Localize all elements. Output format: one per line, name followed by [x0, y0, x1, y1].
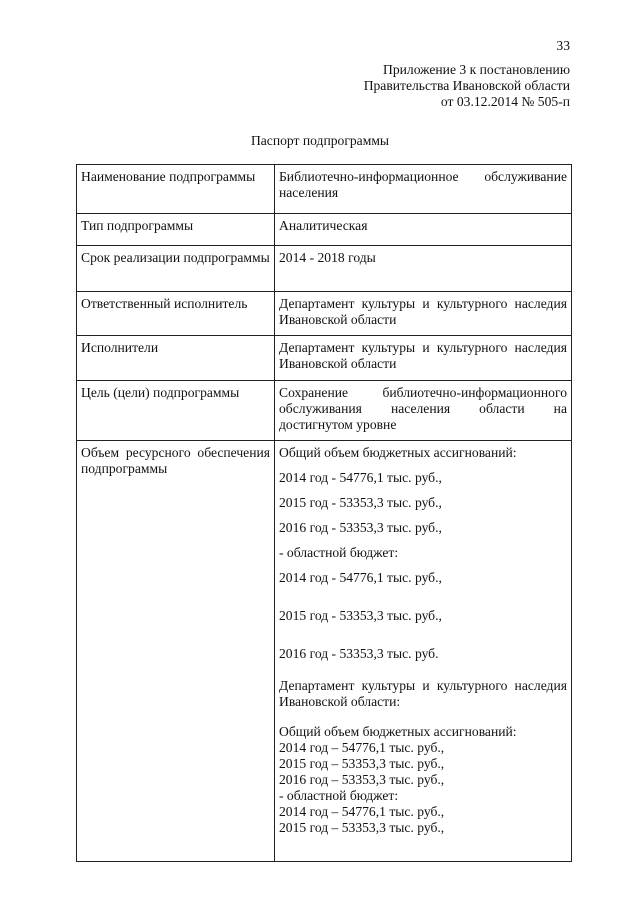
row-value: Департамент культуры и культурного наследия Ивановской области — [275, 336, 572, 381]
row-value: Библиотечно-информационное обслуживание населения — [275, 165, 572, 214]
finance-line: 2014 год - 54776,1 тыс. руб., — [279, 470, 442, 485]
finance-line: 2015 год – 53353,3 тыс. руб., — [279, 756, 445, 771]
table-row — [77, 246, 572, 292]
finance-line: 2015 год - 53353,3 тыс. руб., — [279, 495, 442, 510]
document-header — [364, 62, 570, 110]
table-row — [77, 292, 572, 336]
table-row — [77, 381, 572, 441]
row-label: Исполнители — [77, 336, 275, 381]
finance-line: 2016 год – 53353,3 тыс. руб., — [279, 772, 445, 787]
row-value: 2014 - 2018 годы — [275, 246, 572, 292]
table-row — [77, 165, 572, 214]
finance-line: 2014 год - 54776,1 тыс. руб., — [279, 570, 442, 585]
page-number: 33 — [556, 38, 570, 53]
finance-line: 2014 год – 54776,1 тыс. руб., — [279, 804, 445, 819]
document-title: Паспорт подпрограммы — [250, 133, 390, 148]
finance-line: - областной бюджет: — [279, 788, 399, 803]
row-value: Аналитическая — [275, 214, 572, 246]
finance-cell — [275, 441, 572, 862]
row-label: Цель (цели) подпрограммы — [77, 381, 275, 441]
finance-line: 2015 год – 53353,3 тыс. руб., — [279, 820, 445, 835]
row-label: Тип подпрограммы — [77, 214, 275, 246]
row-label: Наименование подпрограммы — [77, 165, 275, 214]
finance-line: Общий объем бюджетных ассигнований: — [279, 724, 517, 739]
finance-line: 2014 год – 54776,1 тыс. руб., — [279, 740, 445, 755]
finance-department: Департамент культуры и культурного наследия Ивановской области: — [279, 678, 567, 709]
finance-line: 2016 год - 53353,3 тыс. руб. — [279, 646, 439, 661]
table-row — [77, 214, 572, 246]
table-row — [77, 441, 572, 862]
row-label: Ответственный исполнитель — [77, 292, 275, 336]
row-label: Объем ресурсного обеспечения подпрограммы — [77, 441, 275, 862]
row-value: Департамент культуры и культурного наследия Ивановской области — [275, 292, 572, 336]
passport-table — [76, 164, 572, 862]
row-value: Сохранение библиотечно-информационного обслуживания населения области на достигнутом уровне — [275, 381, 572, 441]
header-line-2: Правительства Ивановской области — [363, 78, 570, 93]
finance-line: 2016 год - 53353,3 тыс. руб., — [279, 520, 442, 535]
row-label: Срок реализации подпрограммы — [77, 246, 275, 292]
table-row — [77, 336, 572, 381]
finance-line: Общий объем бюджетных ассигнований: — [279, 445, 517, 460]
header-line-3: от 03.12.2014 № 505-п — [440, 94, 570, 109]
finance-line: 2015 год - 53353,3 тыс. руб., — [279, 608, 442, 623]
header-line-1: Приложение 3 к постановлению — [383, 62, 570, 77]
finance-line: - областной бюджет: — [279, 545, 399, 560]
